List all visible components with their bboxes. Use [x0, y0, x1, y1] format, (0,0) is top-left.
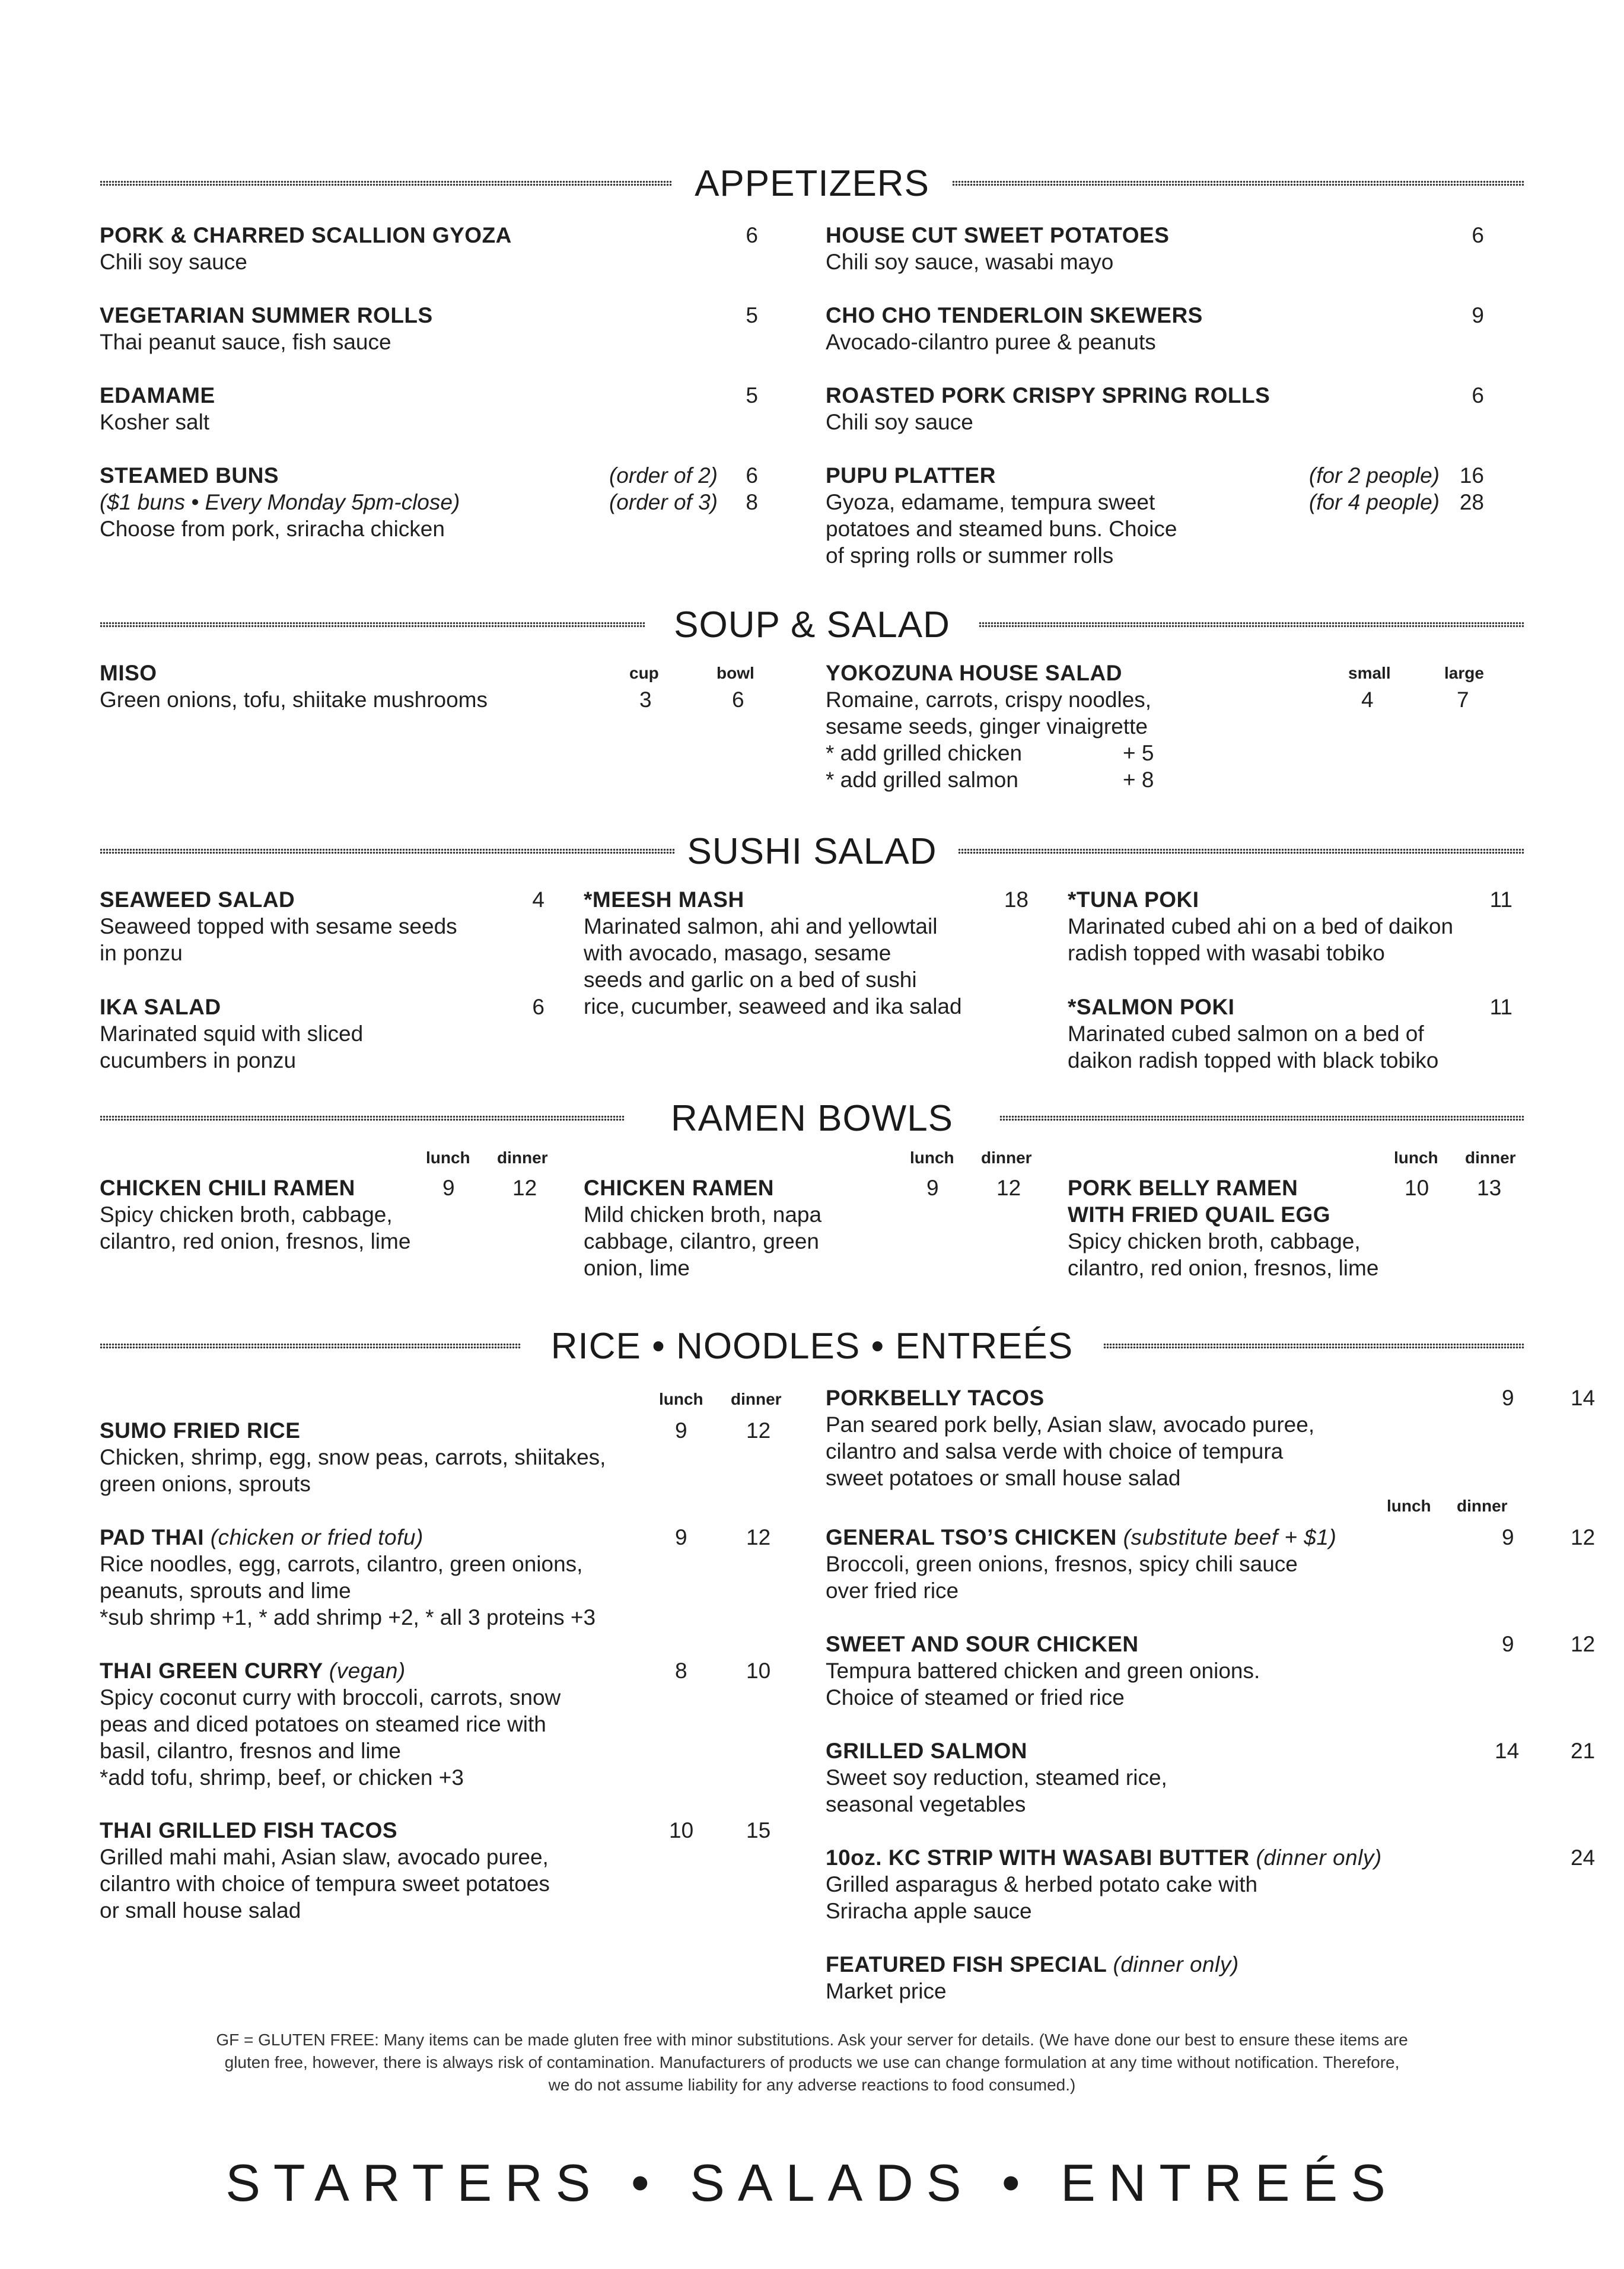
item-name: CHO CHO TENDERLOIN SKEWERS [826, 303, 1203, 327]
item-desc: basil, cilantro, fresnos and lime [100, 1739, 401, 1763]
item-name: YOKOZUNA HOUSE SALAD [826, 661, 1122, 685]
col-header-dinner: dinner [1457, 1497, 1508, 1515]
item-desc: seasonal vegetables [826, 1792, 1026, 1816]
col-header-dinner: dinner [1465, 1148, 1516, 1167]
item-desc: cilantro, red onion, fresnos, lime [100, 1229, 411, 1253]
item-price: 18 [1004, 887, 1028, 912]
menu-item-summer-rolls [100, 302, 758, 355]
item-price: 4 [532, 887, 544, 912]
item-desc: onion, lime [584, 1256, 690, 1280]
col-header-lunch: lunch [910, 1148, 954, 1167]
item-name: SEAWEED SALAD [100, 887, 295, 912]
menu-item-thai-grilled-fish-tacos [100, 1817, 771, 1924]
item-name: PORK & CHARRED SCALLION GYOZA [100, 223, 512, 247]
item-name: EDAMAME [100, 383, 215, 408]
item-price-dinner: 14 [1571, 1386, 1596, 1410]
item-price-lunch: 9 [1502, 1525, 1514, 1549]
menu-item-sweet-potatoes [826, 222, 1484, 275]
item-price-lunch: 14 [1495, 1739, 1520, 1763]
section-header-ramen-bowls [100, 1095, 1524, 1143]
menu-item-pad-thai [100, 1524, 771, 1631]
item-desc: Thai peanut sauce, fish sauce [100, 330, 391, 354]
item-desc: Broccoli, green onions, fresnos, spicy chili sauce [826, 1552, 1298, 1576]
item-name: THAI GRILLED FISH TACOS [100, 1818, 398, 1842]
item-desc: of spring rolls or summer rolls [826, 543, 1114, 568]
item-desc: seeds and garlic on a bed of sushi [584, 968, 917, 992]
item-option: (order of 3) [609, 490, 718, 514]
item-note: (dinner only) [1113, 1952, 1239, 1977]
item-desc: cilantro and salsa verde with choice of tempura [826, 1439, 1284, 1463]
item-desc: cilantro, red onion, fresnos, lime [1068, 1256, 1379, 1280]
item-name: 10oz. KC STRIP WITH WASABI BUTTER [826, 1845, 1250, 1870]
item-desc: Grilled mahi mahi, Asian slaw, avocado puree, [100, 1845, 549, 1869]
item-name: VEGETARIAN SUMMER ROLLS [100, 303, 433, 327]
col-header: cup [629, 664, 659, 682]
item-price-dinner: 15 [746, 1818, 771, 1842]
col-header-dinner: dinner [731, 1390, 782, 1408]
item-desc: in ponzu [100, 941, 183, 965]
item-price-dinner: 12 [746, 1525, 771, 1549]
menu-item-kc-strip [826, 1844, 1596, 1924]
menu-item-steamed-buns [100, 462, 758, 545]
item-price: 28 [1459, 490, 1484, 514]
item-desc: Chili soy sauce, wasabi mayo [826, 250, 1114, 274]
menu-item-meesh-mash [584, 886, 1028, 1020]
col-header: small [1348, 664, 1391, 682]
menu-item-pork-belly-ramen [1068, 1148, 1524, 1280]
item-price: 6 [532, 995, 544, 1019]
item-price: 7 [1457, 688, 1469, 712]
section-title: RICE • NOODLES • ENTREÉS [550, 1326, 1074, 1367]
item-price-dinner: 12 [746, 1418, 771, 1443]
item-price-dinner: 13 [1477, 1176, 1502, 1200]
item-desc: Chili soy sauce [100, 250, 247, 274]
item-name: *SALMON POKI [1068, 995, 1235, 1019]
item-price-dinner: 12 [1571, 1525, 1596, 1549]
item-desc: Sriracha apple sauce [826, 1899, 1032, 1923]
item-price: 6 [732, 688, 744, 712]
item-name: IKA SALAD [100, 995, 221, 1019]
item-desc: with avocado, masago, sesame [584, 941, 891, 965]
item-name: *MEESH MASH [584, 887, 744, 912]
item-option: (order of 2) [609, 463, 718, 488]
item-desc: Sweet soy reduction, steamed rice, [826, 1765, 1167, 1790]
item-desc: potatoes and steamed buns. Choice [826, 517, 1177, 541]
item-note: (vegan) [329, 1659, 406, 1683]
menu-item-ika-salad [100, 994, 544, 1074]
section-header-soup-salad [100, 602, 1524, 649]
item-desc: Spicy chicken broth, cabbage, [1068, 1229, 1361, 1253]
item-desc: sweet potatoes or small house salad [826, 1466, 1181, 1490]
item-desc: Kosher salt [100, 410, 210, 434]
bottom-title: STARTERS • SALADS • ENTREÉS [225, 2153, 1399, 2212]
dotted-rule [1103, 1343, 1524, 1349]
item-note: (chicken or fried tofu) [210, 1525, 423, 1549]
add-on-label: * add grilled salmon [826, 768, 1018, 792]
item-price-dinner: 12 [1571, 1632, 1596, 1656]
item-desc: rice, cucumber, seaweed and ika salad [584, 994, 962, 1019]
add-on-label: * add grilled chicken [826, 741, 1023, 765]
item-note: (dinner only) [1256, 1845, 1382, 1870]
item-price: 5 [746, 383, 758, 408]
item-desc: Spicy coconut curry with broccoli, carrots, snow [100, 1685, 561, 1710]
item-price: 11 [1489, 887, 1512, 912]
item-price-lunch: 9 [675, 1418, 687, 1443]
item-name: PUPU PLATTER [826, 463, 996, 488]
item-price: 4 [1361, 688, 1374, 712]
menu-item-salmon-poki [1068, 994, 1512, 1074]
col-header-lunch: lunch [659, 1390, 703, 1408]
item-name: PORKBELLY TACOS [826, 1386, 1045, 1410]
item-name: WITH FRIED QUAIL EGG [1068, 1202, 1331, 1227]
item-desc: Avocado-cilantro puree & peanuts [826, 330, 1156, 354]
item-desc: Rice noodles, egg, carrots, cilantro, green onions, [100, 1552, 583, 1576]
dotted-rule [979, 622, 1524, 628]
item-name: PAD THAI [100, 1525, 204, 1549]
add-on [826, 740, 1484, 766]
item-desc: Choose from pork, sriracha chicken [100, 517, 445, 541]
item-desc: Gyoza, edamame, tempura sweet [826, 490, 1155, 514]
menu-item-skewers [826, 302, 1484, 355]
item-promo: ($1 buns • Every Monday 5pm-close) [100, 490, 460, 514]
item-name: GRILLED SALMON [826, 1739, 1027, 1763]
section-title: RAMEN BOWLS [670, 1098, 954, 1139]
item-price: 9 [1472, 303, 1484, 327]
item-price-dinner: 21 [1571, 1739, 1596, 1763]
item-desc: sesame seeds, ginger vinaigrette [826, 714, 1148, 739]
item-price: 5 [746, 303, 758, 327]
menu-item-tuna-poki [1068, 886, 1512, 966]
menu-item-porkbelly-tacos [826, 1385, 1596, 1491]
add-on [826, 766, 1484, 793]
item-name: MISO [100, 661, 157, 685]
item-name: *TUNA POKI [1068, 887, 1199, 912]
col-header: large [1444, 664, 1484, 682]
dotted-rule [999, 1115, 1524, 1121]
menu-item-gyoza [100, 222, 758, 275]
dotted-rule [952, 180, 1524, 186]
item-desc: Tempura battered chicken and green onions. [826, 1659, 1260, 1683]
menu-item-house-salad [826, 660, 1484, 792]
section-header-sushi-salad [100, 828, 1524, 876]
item-desc: or small house salad [100, 1898, 301, 1923]
item-price-lunch: 9 [675, 1525, 687, 1549]
menu-item-thai-green-curry [100, 1657, 771, 1791]
item-name: SUMO FRIED RICE [100, 1418, 301, 1443]
item-desc: Marinated squid with sliced [100, 1021, 364, 1046]
add-on-price: + 8 [1123, 768, 1154, 792]
item-price-dinner: 10 [746, 1659, 771, 1683]
item-price-dinner: 12 [512, 1176, 537, 1200]
item-desc: green onions, sprouts [100, 1472, 311, 1496]
menu-item-chicken-chili-ramen [100, 1148, 562, 1255]
item-price: 6 [1472, 383, 1484, 408]
col-header-lunch: lunch [1387, 1497, 1431, 1515]
item-desc: Green onions, tofu, shiitake mushrooms [100, 688, 488, 712]
item-name: STEAMED BUNS [100, 463, 279, 488]
item-desc: *add tofu, shrimp, beef, or chicken +3 [100, 1765, 464, 1790]
menu-item-seaweed-salad [100, 886, 544, 966]
item-name: FEATURED FISH SPECIAL [826, 1952, 1107, 1977]
item-desc: Marinated cubed ahi on a bed of daikon [1068, 914, 1454, 938]
item-name: PORK BELLY RAMEN [1068, 1176, 1298, 1200]
disclaimer-line: we do not assume liability for any adverse reactions to food consumed.) [548, 2076, 1076, 2094]
item-name: SWEET AND SOUR CHICKEN [826, 1632, 1139, 1656]
menu-item-pupu-platter [826, 462, 1484, 572]
item-desc: Marinated cubed salmon on a bed of [1068, 1021, 1424, 1046]
disclaimer-line: gluten free, however, there is always risk of contamination. Manufacturers of products we use can change formulation at any time without notification. Therefore, [224, 2053, 1400, 2071]
section-title: APPETIZERS [695, 163, 929, 204]
menu-item-grilled-salmon [826, 1737, 1596, 1818]
item-price: 6 [746, 223, 758, 247]
item-desc: peas and diced potatoes on steamed rice with [100, 1712, 546, 1736]
item-price: 6 [746, 463, 758, 488]
item-price-lunch: 9 [1502, 1632, 1514, 1656]
item-price-lunch: 10 [1405, 1176, 1429, 1200]
menu-item-chicken-ramen [584, 1148, 1046, 1280]
item-desc: Chili soy sauce [826, 410, 973, 434]
item-name: ROASTED PORK CRISPY SPRING ROLLS [826, 383, 1270, 408]
item-desc: Marinated salmon, ahi and yellowtail [584, 914, 938, 938]
item-name: GENERAL TSO’S CHICKEN [826, 1525, 1117, 1549]
item-desc: *sub shrimp +1, * add shrimp +2, * all 3 proteins +3 [100, 1605, 596, 1630]
item-option: (for 4 people) [1308, 490, 1440, 514]
col-header-dinner: dinner [981, 1148, 1032, 1167]
col-header-dinner: dinner [497, 1148, 548, 1167]
disclaimer-line: GF = GLUTEN FREE: Many items can be made gluten free with minor substitutions. Ask your server for details. (We have done our best to ensure these items are [216, 2031, 1408, 2049]
menu-item-featured-fish-special [826, 1951, 1484, 2004]
item-price-lunch: 9 [442, 1176, 455, 1200]
item-price-lunch: 9 [1502, 1386, 1514, 1410]
item-name: CHICKEN CHILI RAMEN [100, 1176, 355, 1200]
item-desc: Market price [826, 1979, 947, 2003]
item-desc: Choice of steamed or fried rice [826, 1685, 1125, 1710]
item-price-lunch: 8 [675, 1659, 687, 1683]
item-price: 6 [1472, 223, 1484, 247]
item-name: THAI GREEN CURRY [100, 1659, 323, 1683]
item-price: 3 [639, 688, 652, 712]
section-header-appetizers [100, 160, 1524, 208]
dotted-rule [958, 848, 1524, 854]
col-header-lunch: lunch [426, 1148, 470, 1167]
item-price-lunch: 9 [926, 1176, 939, 1200]
menu-page [100, 0, 1596, 2269]
section-title: SUSHI SALAD [687, 831, 937, 872]
section-title: SOUP & SALAD [674, 604, 950, 645]
col-header-lunch: lunch [1394, 1148, 1438, 1167]
item-name: CHICKEN RAMEN [584, 1176, 774, 1200]
item-price-dinner: 24 [1571, 1845, 1596, 1870]
item-desc: Romaine, carrots, crispy noodles, [826, 688, 1152, 712]
item-desc: Pan seared pork belly, Asian slaw, avocado puree, [826, 1412, 1315, 1437]
item-desc: peanuts, sprouts and lime [100, 1579, 351, 1603]
col-header: bowl [717, 664, 754, 682]
item-price-dinner: 12 [996, 1176, 1021, 1200]
item-desc: cabbage, cilantro, green [584, 1229, 819, 1253]
item-desc: Grilled asparagus & herbed potato cake with [826, 1872, 1258, 1896]
item-price: 8 [746, 490, 758, 514]
item-name: HOUSE CUT SWEET POTATOES [826, 223, 1170, 247]
menu-item-spring-rolls [826, 382, 1484, 435]
item-price: 11 [1489, 995, 1512, 1019]
section-header-rice-noodles-entrees [100, 1323, 1524, 1370]
item-price: 16 [1459, 463, 1484, 488]
menu-item-sumo-fried-rice [100, 1417, 771, 1497]
gluten-free-disclaimer [100, 2029, 1524, 2096]
item-desc: radish topped with wasabi tobiko [1068, 941, 1385, 965]
item-desc: Mild chicken broth, napa [584, 1202, 822, 1227]
item-option: (for 2 people) [1308, 463, 1440, 488]
item-note: (substitute beef + $1) [1123, 1525, 1337, 1549]
item-desc: daikon radish topped with black tobiko [1068, 1048, 1439, 1073]
item-desc: Seaweed topped with sesame seeds [100, 914, 457, 938]
item-desc: Chicken, shrimp, egg, snow peas, carrots, shiitakes, [100, 1445, 606, 1469]
item-desc: cucumbers in ponzu [100, 1048, 297, 1073]
menu-item-edamame [100, 382, 758, 435]
menu-item-sweet-and-sour-chicken [826, 1631, 1596, 1711]
menu-item-general-tsos-chicken [826, 1524, 1596, 1604]
add-on-price: + 5 [1123, 741, 1154, 765]
menu-item-miso [100, 660, 758, 713]
item-desc: cilantro with choice of tempura sweet potatoes [100, 1872, 550, 1896]
item-desc: over fried rice [826, 1579, 959, 1603]
item-desc: Spicy chicken broth, cabbage, [100, 1202, 393, 1227]
item-price-lunch: 10 [669, 1818, 694, 1842]
